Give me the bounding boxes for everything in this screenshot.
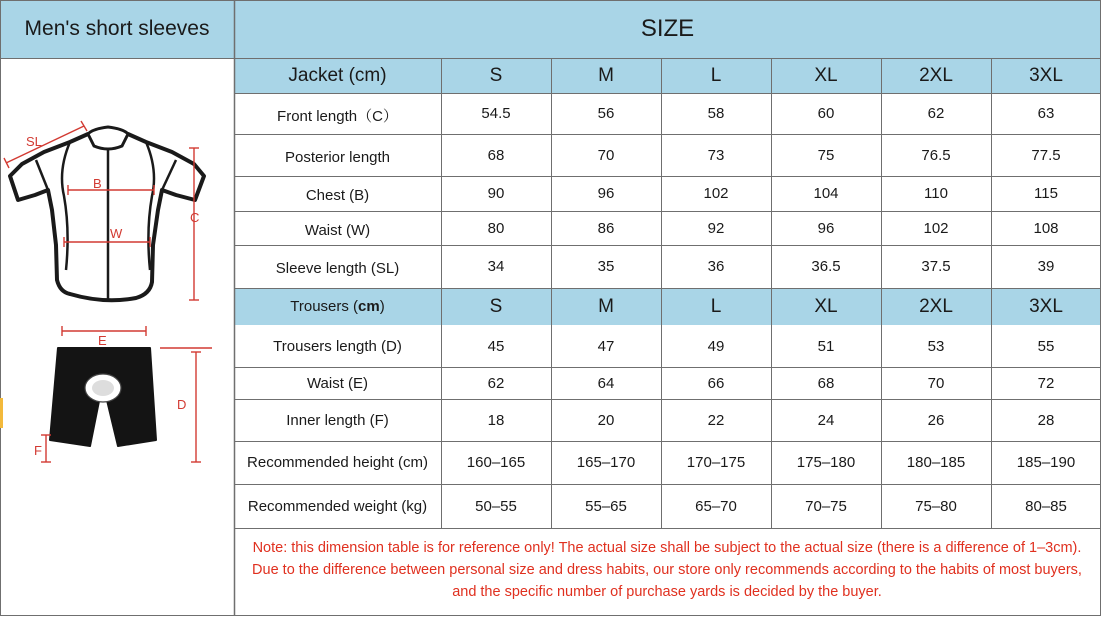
jacket-cell: 73	[707, 146, 725, 164]
trousers-cell: 80–85	[1025, 497, 1067, 515]
jersey-label-w: W	[110, 226, 123, 241]
jacket-cell: 63	[1037, 105, 1055, 122]
jacket-cell: 86	[597, 219, 615, 237]
jacket-size-header: 3XL	[991, 58, 1101, 93]
trousers-cell: 55	[1037, 337, 1055, 355]
jacket-cell: 62	[927, 105, 945, 122]
jacket-header: Jacket (cm)	[234, 58, 441, 93]
trousers-cell: 62	[487, 374, 505, 392]
trousers-row-label: Recommended height (cm)	[247, 454, 428, 471]
jacket-cell: 104	[813, 185, 839, 202]
trousers-cell: 66	[707, 374, 725, 392]
trousers-cell: 18	[487, 411, 505, 429]
trousers-cell: 28	[1037, 411, 1055, 429]
trousers-cell: 49	[707, 337, 725, 355]
jacket-cell: 75	[817, 146, 835, 164]
jacket-cell: 54.5	[481, 105, 511, 122]
trousers-cell: 51	[817, 337, 835, 355]
jacket-row-label: Posterior length	[284, 148, 391, 166]
trousers-row-label: Inner length (F)	[286, 411, 389, 429]
trousers-size-header: S	[441, 288, 551, 325]
jacket-size-header: XL	[771, 58, 881, 93]
jacket-cell: 60	[817, 105, 835, 122]
trousers-size-header: 3XL	[991, 288, 1101, 325]
jacket-cell: 108	[1033, 219, 1059, 237]
trousers-cell: 22	[707, 411, 725, 429]
size-title: SIZE	[234, 0, 1101, 58]
jacket-cell: 68	[487, 146, 505, 164]
jacket-cell: 96	[817, 219, 835, 237]
jacket-cell: 39	[1037, 258, 1055, 275]
trousers-cell: 26	[927, 411, 945, 429]
trousers-cell: 70	[927, 374, 945, 392]
jersey-label-sl: SL	[26, 134, 42, 149]
jacket-row-label: Waist (W)	[304, 221, 371, 239]
shorts-label-d: D	[177, 397, 187, 412]
accent-mark	[0, 398, 3, 428]
jacket-cell: 36.5	[811, 258, 841, 275]
trousers-size-header: L	[661, 288, 771, 325]
section-title: Men's short sleeves	[0, 0, 234, 58]
trousers-cell: 75–80	[915, 497, 957, 515]
trousers-row-label: Recommended weight (kg)	[247, 497, 428, 515]
trousers-cell: 68	[817, 374, 835, 392]
trousers-size-header: M	[551, 288, 661, 325]
jacket-cell: 102	[703, 185, 729, 202]
trousers-cell: 64	[597, 374, 615, 392]
diagram-panel	[0, 58, 234, 616]
trousers-cell: 175–180	[796, 454, 856, 471]
trousers-size-header: XL	[771, 288, 881, 325]
jacket-cell: 96	[597, 185, 615, 202]
jacket-cell: 36	[707, 258, 725, 275]
trousers-cell: 180–185	[906, 454, 966, 471]
trousers-cell: 160–165	[466, 454, 526, 471]
trousers-cell: 165–170	[576, 454, 636, 471]
jacket-cell: 77.5	[1031, 146, 1061, 164]
jacket-cell: 90	[487, 185, 505, 202]
jacket-row-label: Chest (B)	[305, 187, 370, 204]
jacket-row-label: Front length（C）	[277, 108, 398, 125]
shorts-label-f: F	[34, 443, 42, 458]
jacket-cell: 110	[924, 185, 948, 202]
jacket-cell: 76.5	[921, 146, 951, 164]
jacket-cell: 92	[707, 219, 725, 237]
trousers-cell: 20	[597, 411, 615, 429]
trousers-cell: 24	[817, 411, 835, 429]
jacket-cell: 102	[923, 219, 949, 237]
jersey-label-c: C	[190, 210, 200, 225]
jacket-cell: 70	[597, 146, 615, 164]
jersey-illustration	[10, 127, 204, 300]
trousers-cell: 65–70	[695, 497, 737, 515]
jacket-cell: 35	[597, 258, 615, 275]
jacket-cell: 115	[1034, 185, 1058, 202]
jersey-label-b: B	[93, 176, 102, 191]
trousers-cell: 72	[1037, 374, 1055, 392]
jacket-cell: 37.5	[921, 258, 951, 275]
trousers-cell: 55–65	[585, 497, 627, 515]
trousers-cell: 45	[487, 337, 505, 355]
shorts-illustration	[50, 348, 156, 446]
jacket-size-header: L	[661, 58, 771, 93]
trousers-header-unit: cm	[358, 298, 380, 315]
trousers-row-label: Waist (E)	[306, 374, 369, 392]
trousers-header-text: Trousers (	[290, 298, 359, 315]
jacket-cell: 34	[487, 258, 505, 275]
garment-diagram	[0, 58, 234, 616]
jacket-size-header: S	[441, 58, 551, 93]
jacket-cell: 56	[597, 105, 615, 122]
trousers-cell: 50–55	[475, 497, 517, 515]
shorts-label-e: E	[98, 333, 107, 348]
trousers-size-header: 2XL	[881, 288, 991, 325]
reference-note: Note: this dimension table is for reference only! The actual size shall be subject to the actual size (there is a difference of 1–3cm). Due to the difference between personal size and dress habits, our store only recommends according to the habits of most buyers, and the specific number of purchase yards is decided by the buyer.	[252, 540, 1082, 600]
jacket-row-label: Sleeve length (SL)	[275, 260, 400, 277]
trousers-cell: 70–75	[805, 497, 847, 515]
jacket-cell: 58	[707, 105, 725, 122]
jacket-size-header: 2XL	[881, 58, 991, 93]
trousers-header-close: )	[379, 298, 385, 315]
jacket-size-header: M	[551, 58, 661, 93]
trousers-cell: 47	[597, 337, 615, 355]
trousers-cell: 185–190	[1016, 454, 1076, 471]
trousers-cell: 53	[927, 337, 945, 355]
trousers-row-label: Trousers length (D)	[273, 337, 402, 355]
jacket-cell: 80	[487, 219, 505, 237]
trousers-cell: 170–175	[686, 454, 746, 471]
